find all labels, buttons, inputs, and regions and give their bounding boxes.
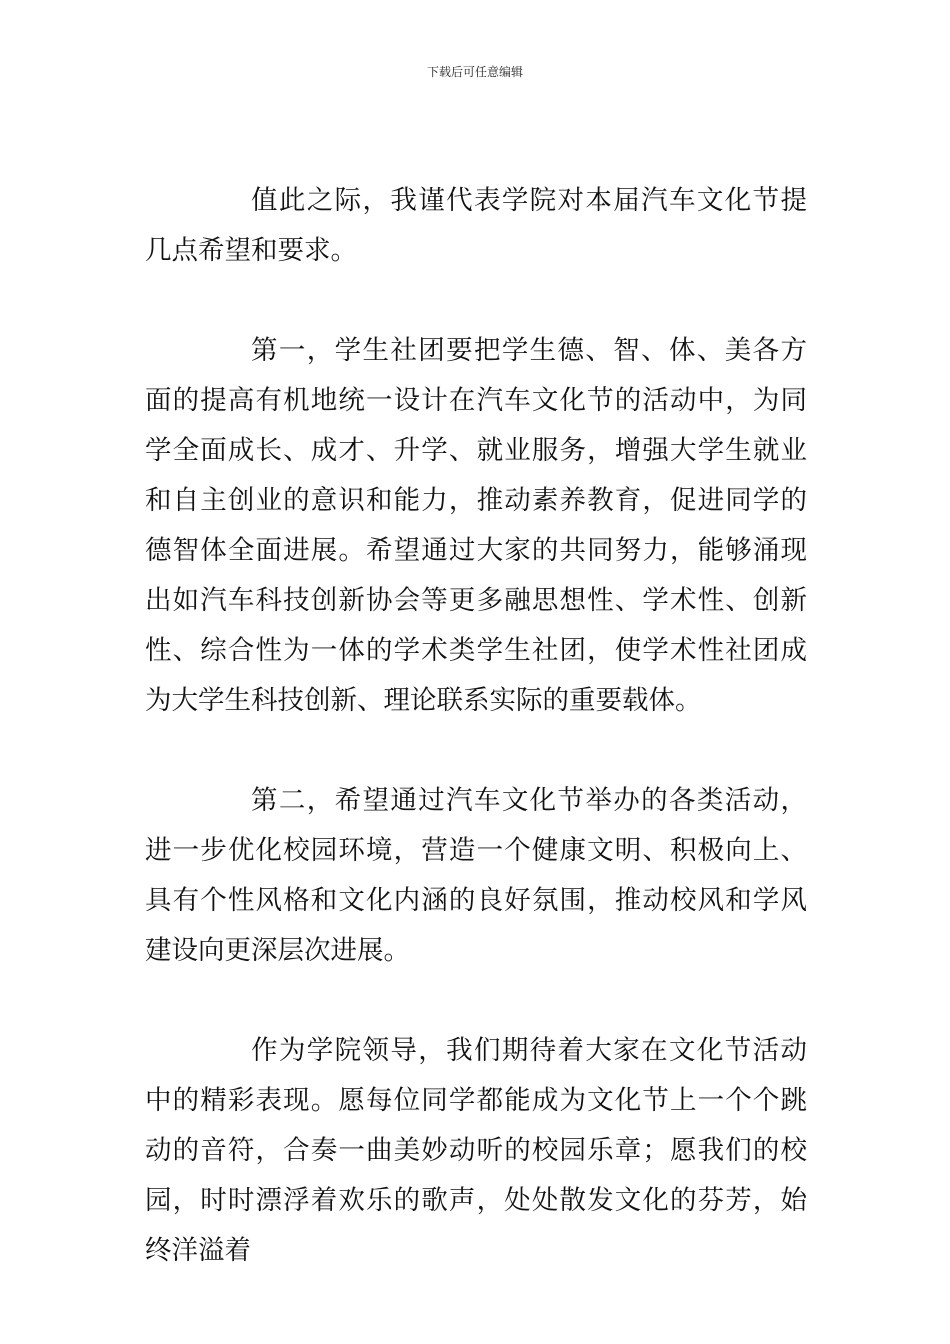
paragraph-3: 第二，希望通过汽车文化节举办的各类活动，进一步优化校园环境，营造一个健康文明、积极向上、具有个性风格和文化内涵的良好氛围，推动校风和学风建设向更深层次进展。	[145, 785, 807, 966]
paragraph-1: 值此之际，我谨代表学院对本届汽车文化节提几点希望和要求。	[145, 185, 807, 266]
paragraph-2: 第一，学生社团要把学生德、智、体、美各方面的提高有机地统一设计在汽车文化节的活动中，为同学全面成长、成才、升学、就业服务，增强大学生就业和自主创业的意识和能力，推动素养教育，促进同学的德智体全面进展。希望通过大家的共同努力，能够涌现出如汽车科技创新协会等更多融思想性、学术性、创新性、综合性为一体的学术类学生社团，使学术性社团成为大学生科技创新、理论联系实际的重要载体。	[145, 335, 807, 716]
document-body	[145, 176, 807, 1326]
paragraph-4: 作为学院领导，我们期待着大家在文化节活动中的精彩表现。愿每位同学都能成为文化节上一个个跳动的音符，合奏一曲美妙动听的校园乐章；愿我们的校园，时时漂浮着欢乐的歌声，处处散发文化的芬芳，始终洋溢着	[145, 1035, 807, 1266]
page-header: 下载后可任意编辑	[426, 65, 523, 79]
